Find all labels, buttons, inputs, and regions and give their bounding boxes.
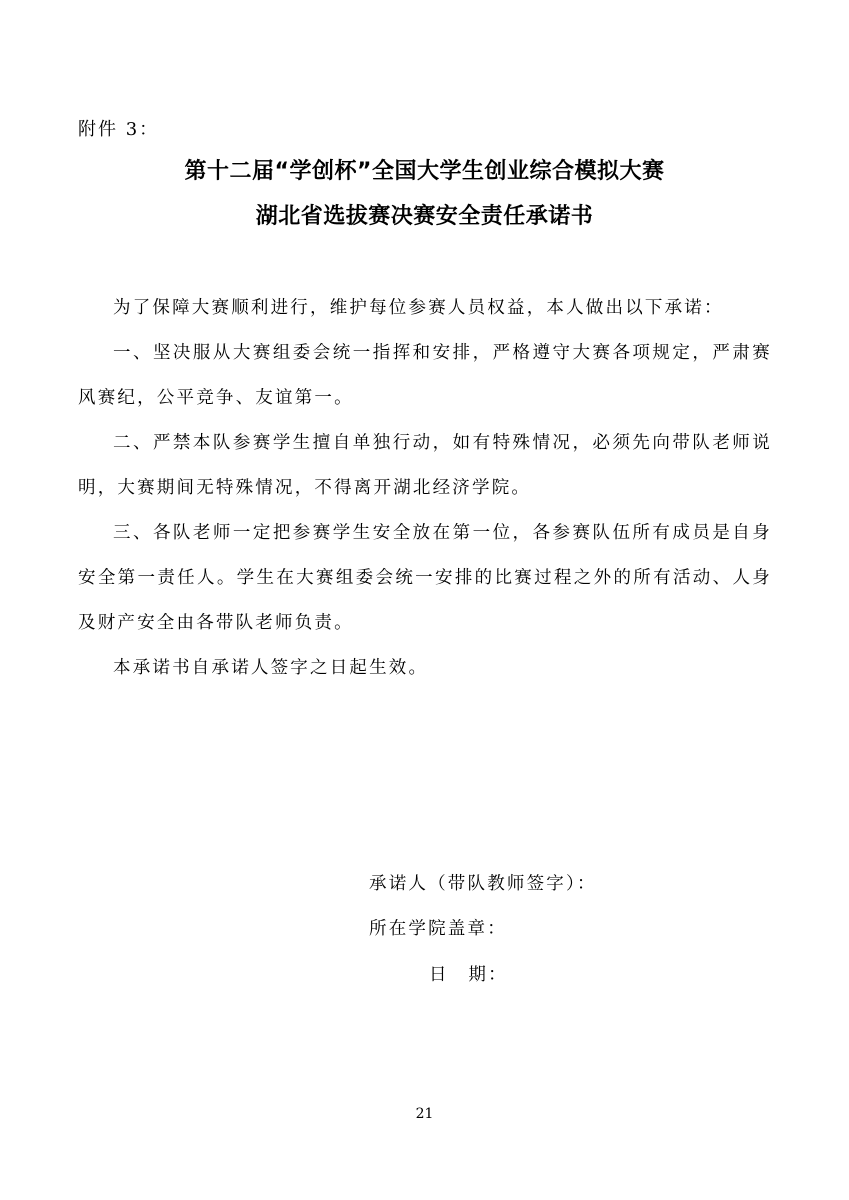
document-body	[78, 286, 772, 691]
paragraph-effective: 本承诺书自承诺人签字之日起生效。	[113, 658, 429, 678]
paragraph-item-3: 三、各队老师一定把参赛学生安全放在第一位，各参赛队伍所有成员是自身安全第一责任人。学生在大赛组委会统一安排的比赛过程之外的所有活动、人身及财产安全由各带队老师负责。	[78, 523, 772, 633]
paragraph-item-2: 二、严禁本队参赛学生擅自单独行动，如有特殊情况，必须先向带队老师说明，大赛期间无特殊情况，不得离开湖北经济学院。	[78, 433, 772, 498]
page-number: 21	[415, 1106, 434, 1122]
signature-promisor: 承诺人（带队教师签字）：	[369, 874, 597, 894]
signature-college-seal: 所在学院盖章：	[369, 919, 507, 939]
document-title-line-1: 第十二届“学创杯”全国大学生创业综合模拟大赛	[184, 159, 665, 184]
attachment-label: 附件 3：	[78, 119, 160, 140]
paragraph-item-1: 一、坚决服从大赛组委会统一指挥和安排，严格遵守大赛各项规定，严肃赛风赛纪，公平竞争、友谊第一。	[78, 343, 772, 408]
signature-date: 日 期：	[429, 965, 508, 985]
paragraph-intro: 为了保障大赛顺利进行，维护每位参赛人员权益，本人做出以下承诺：	[113, 298, 724, 318]
document-title-line-2: 湖北省选拔赛决赛安全责任承诺书	[255, 204, 594, 229]
